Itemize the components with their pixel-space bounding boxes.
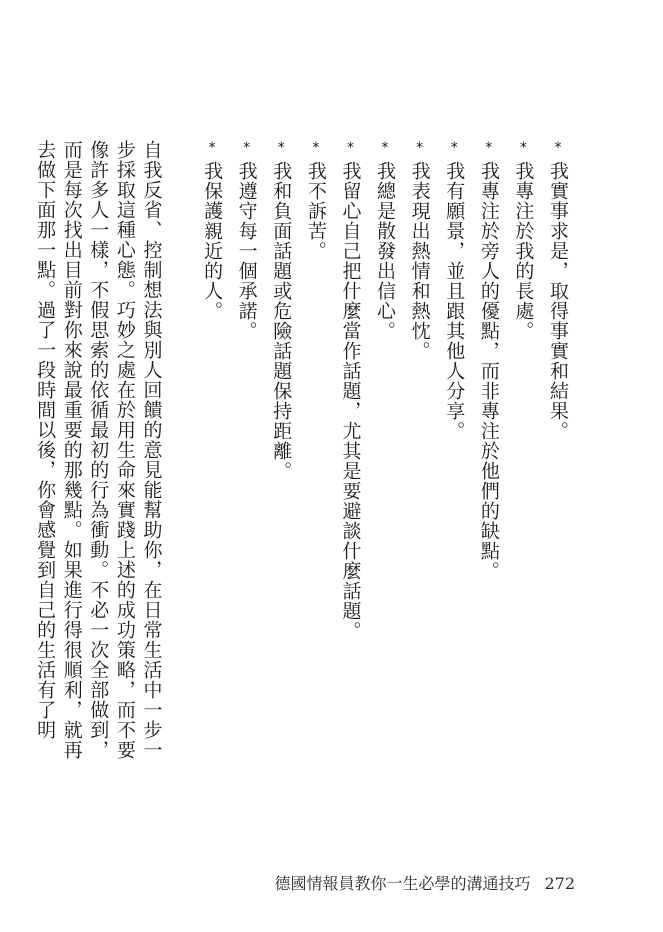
bullet-item xyxy=(337,140,364,820)
bullet-text: 我實事求是，取得事實和結果。 xyxy=(547,161,569,441)
body-paragraph: 自我反省、控制想法與別人回饋的意見能幫助你，在日常生活中一步一步採取這種心態。巧妙之處在於用生命來實踐上述的成功策略，而不要像許多人一樣，不假思索的依循最初的行為衝動。不必一次全部做到，而是每次找出目前對你來說最重要的那幾點。如果進行得很順利，就再去做下面那一點。過了一段時間以後，你會感覺到自己的生活有了明 xyxy=(34,140,163,760)
bullet-item xyxy=(302,140,329,820)
asterisk-bullet-icon: * xyxy=(446,140,463,157)
bullet-item xyxy=(510,140,537,820)
asterisk-bullet-icon: * xyxy=(342,140,359,157)
bullet-item xyxy=(233,140,260,820)
bullet-item xyxy=(198,140,225,820)
bullet-text: 我專注於我的長處。 xyxy=(512,161,535,341)
bullet-text: 我表現出熱情和熱忱。 xyxy=(408,161,431,361)
asterisk-bullet-icon: * xyxy=(480,140,497,157)
bullet-text: 我有願景，並且跟其他人分享。 xyxy=(443,161,466,441)
asterisk-bullet-icon: * xyxy=(273,140,290,157)
vertical-text-body xyxy=(32,140,572,820)
bullet-item xyxy=(544,140,571,820)
bullet-item xyxy=(406,140,433,820)
bullet-item xyxy=(371,140,398,820)
asterisk-bullet-icon: * xyxy=(515,140,532,157)
bullet-text: 我遵守每一個承諾。 xyxy=(235,161,258,341)
bullet-text: 我留心自己把什麼當作話題，尤其是要避談什麼話題。 xyxy=(339,161,362,641)
asterisk-bullet-icon: * xyxy=(307,140,324,157)
running-book-title: 德國情報員教你一生必學的溝通技巧 xyxy=(274,874,531,893)
page-number: 272 xyxy=(544,874,575,893)
bullet-text: 我專注於旁人的優點，而非專注於他們的缺點。 xyxy=(477,161,500,581)
bullet-text: 我不訴苦。 xyxy=(304,161,327,261)
bullet-text: 我保護親近的人。 xyxy=(201,161,224,321)
bullet-item xyxy=(268,140,295,820)
bullet-text: 我和負面話題或危險話題保持距離。 xyxy=(270,161,293,481)
paragraph-gap xyxy=(164,140,190,820)
asterisk-bullet-icon: * xyxy=(377,140,394,157)
page-footer xyxy=(274,871,575,894)
asterisk-bullet-icon: * xyxy=(204,140,221,157)
asterisk-bullet-icon: * xyxy=(550,140,566,157)
bullet-item xyxy=(441,140,468,820)
bullet-text: 我總是散發出信心。 xyxy=(374,161,397,341)
asterisk-bullet-icon: * xyxy=(238,140,255,157)
asterisk-bullet-icon: * xyxy=(411,140,428,157)
bullet-item xyxy=(475,140,502,820)
